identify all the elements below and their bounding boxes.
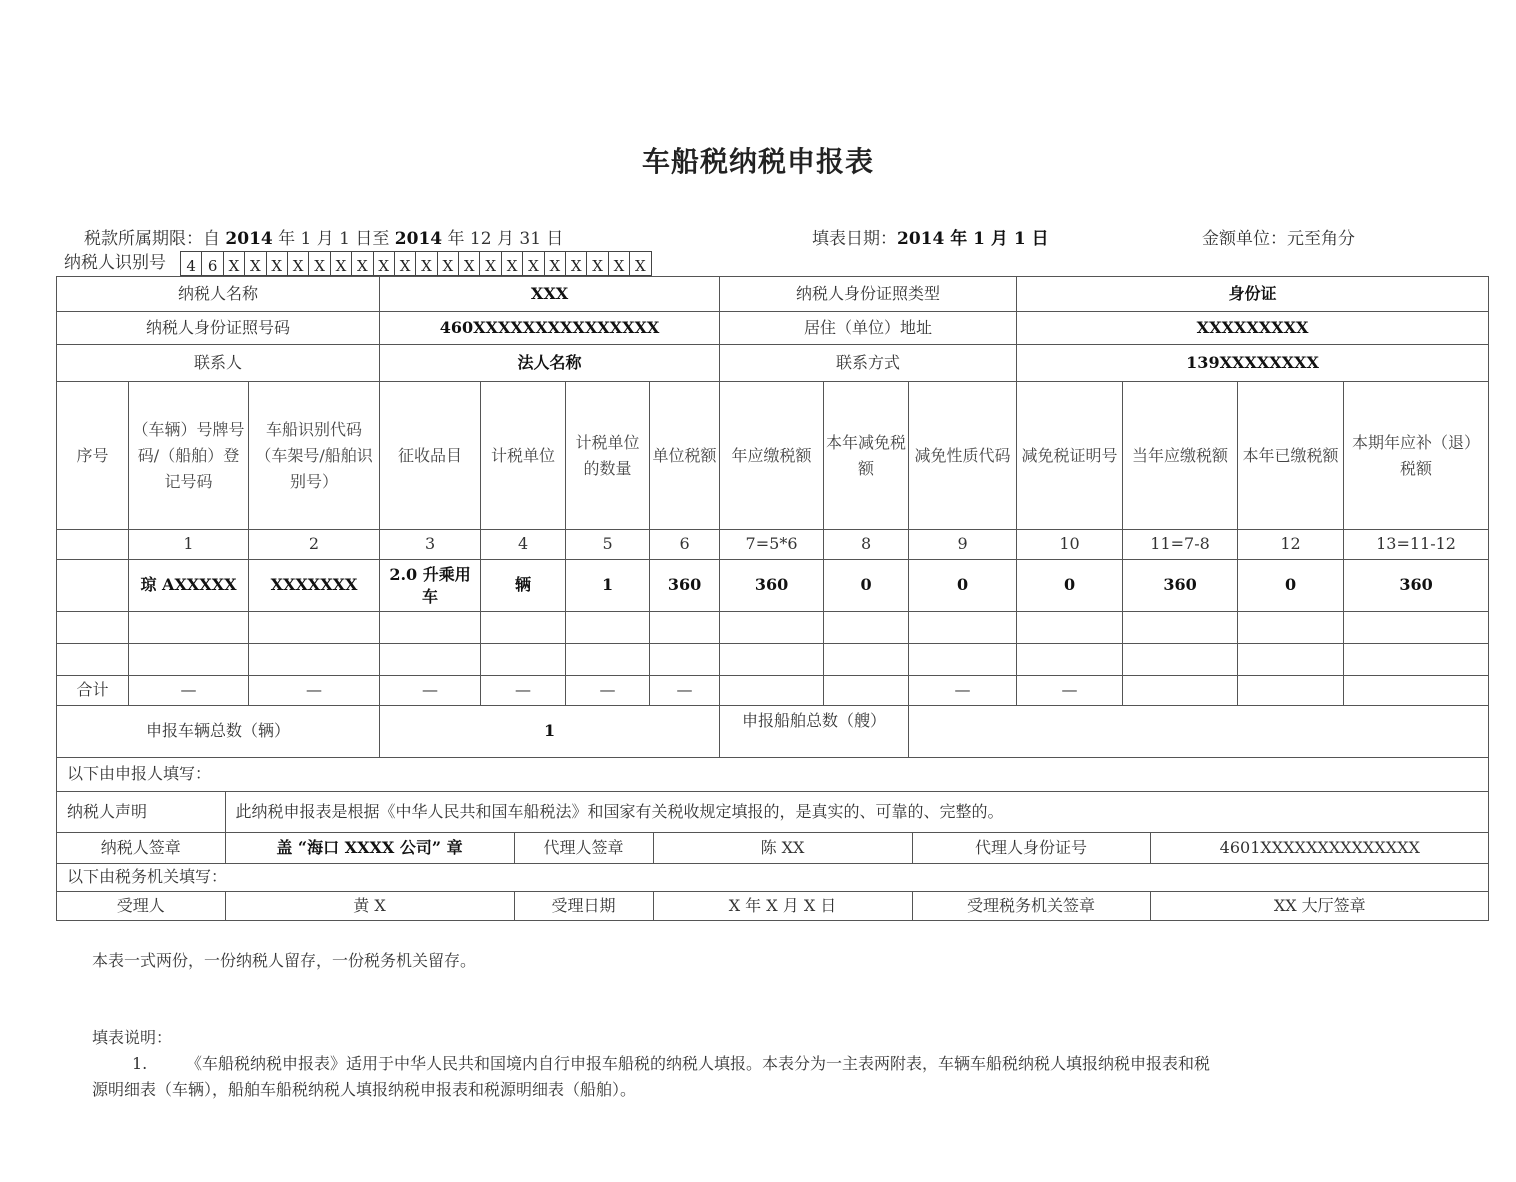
taxpayer-id-char: X <box>566 252 587 276</box>
declaration-table <box>56 276 1489 921</box>
contact-value: 法人名称 <box>380 345 720 382</box>
receiver-value: 黄 X <box>225 892 514 920</box>
vehicle-cell: 0 <box>1238 560 1344 612</box>
vehicle-cell <box>1017 612 1123 644</box>
amount-unit: 金额单位：元至角分 <box>1202 229 1355 249</box>
vehicle-cell: 360 <box>1123 560 1238 612</box>
vehicle-cell <box>1344 644 1489 676</box>
receipt-row-cell <box>57 892 1489 921</box>
id-type-label: 纳税人身份证照类型 <box>720 277 1017 312</box>
vehicle-cell: 360 <box>720 560 824 612</box>
column-header: 计税单位 <box>481 382 566 530</box>
taxpayer-id-char: X <box>288 252 309 276</box>
total-cell: — <box>1017 676 1123 706</box>
vehicle-cell: 辆 <box>481 560 566 612</box>
form-title: 车船税纳税申报表 <box>641 145 874 178</box>
taxpayer-id-char: X <box>502 252 523 276</box>
taxpayer-id-label: 纳税人识别号 <box>64 253 166 273</box>
column-header: 序号 <box>57 382 129 530</box>
vehicle-row <box>57 612 1489 644</box>
vehicle-cell <box>249 612 380 644</box>
vehicle-cell <box>129 612 249 644</box>
signature-row-grid <box>57 833 1489 863</box>
signature-row-inner <box>57 833 1489 863</box>
total-label: 合计 <box>57 676 129 706</box>
taxpayer-id-char: X <box>395 252 416 276</box>
total-cell <box>824 676 909 706</box>
statement-row-inner <box>57 792 1489 832</box>
total-row <box>57 676 1489 706</box>
vehicle-cell: 1 <box>566 560 650 612</box>
taxpayer-id-char: X <box>224 252 245 276</box>
column-number: 13=11-12 <box>1344 530 1489 560</box>
vehicle-cell <box>824 644 909 676</box>
tax-period-from-year: 2014 <box>225 229 273 249</box>
address-label: 居住（单位）地址 <box>720 312 1017 345</box>
instruction-1-line1: 《车船税纳税申报表》适用于中华人民共和国境内自行申报车船税的纳税人填报。本表分为一主表两附表，车辆车船税纳税人填报纳税申报表和税 <box>186 1054 1211 1073</box>
vehicle-cell <box>566 612 650 644</box>
column-header: 单位税额 <box>650 382 720 530</box>
phone-label: 联系方式 <box>720 345 1017 382</box>
copies-note: 本表一式两份，一份纳税人留存，一份税务机关留存。 <box>92 951 477 970</box>
tax-period-to-year: 2014 <box>394 229 443 249</box>
receipt-row-grid <box>57 892 1489 920</box>
column-number: 2 <box>249 530 380 560</box>
taxpayer-id-char: X <box>245 252 266 276</box>
declarant-section-row <box>57 758 1489 792</box>
column-number: 12 <box>1238 530 1344 560</box>
total-cell: — <box>650 676 720 706</box>
vehicle-cell <box>720 612 824 644</box>
taxpayer-id-char: X <box>630 252 651 276</box>
vehicle-cell: 琼 AXXXXX <box>129 560 249 612</box>
total-cell: — <box>481 676 566 706</box>
column-header: 车船识别代码（车架号/船舶识别号） <box>249 382 380 530</box>
statement-row-grid <box>57 792 1489 832</box>
statement-text: 此纳税申报表是根据《中华人民共和国车船税法》和国家有关税收规定填报的，是真实的、可靠的、完整的。 <box>225 792 1489 832</box>
column-header: 计税单位的数量 <box>566 382 650 530</box>
taxpayer-id-char: X <box>523 252 544 276</box>
receipt-row-inner <box>57 892 1489 920</box>
vehicle-cell: XXXXXXX <box>249 560 380 612</box>
taxpayer-id-char: X <box>309 252 330 276</box>
vehicle-cell <box>481 612 566 644</box>
taxpayer-name-label: 纳税人名称 <box>57 277 380 312</box>
total-cell: — <box>129 676 249 706</box>
taxpayer-id-char: X <box>480 252 501 276</box>
vehicle-cell <box>1123 644 1238 676</box>
column-header: 减免税证明号 <box>1017 382 1123 530</box>
vehicle-cell: 0 <box>824 560 909 612</box>
statement-label: 纳税人声明 <box>67 801 148 821</box>
statement-row <box>57 792 1489 833</box>
vehicle-row <box>57 560 1489 612</box>
column-header: 当年应缴税额 <box>1123 382 1238 530</box>
vehicle-cell <box>1123 612 1238 644</box>
vehicle-cell: 360 <box>1344 560 1489 612</box>
column-number: 10 <box>1017 530 1123 560</box>
taxpayer-sign-value: 盖 “海口 XXXX 公司” 章 <box>225 833 514 863</box>
taxpayer-sign-label: 纳税人签章 <box>100 837 181 857</box>
vehicle-cell <box>1017 644 1123 676</box>
receiver-label: 受理人 <box>116 895 165 915</box>
vehicle-cell: 2.0 升乘用车 <box>380 560 481 612</box>
agent-sign-label: 代理人签章 <box>514 833 653 863</box>
column-number <box>57 530 129 560</box>
column-header: 本年已缴税额 <box>1238 382 1344 530</box>
vehicle-cell <box>481 644 566 676</box>
total-cell <box>1238 676 1344 706</box>
vehicle-cell <box>1344 612 1489 644</box>
agent-id-label: 代理人身份证号 <box>912 833 1150 863</box>
office-seal-value: XX 大厅签章 <box>1150 892 1489 920</box>
vehicle-cell <box>129 644 249 676</box>
vehicle-cell <box>380 644 481 676</box>
total-cell <box>1344 676 1489 706</box>
ships-total-label: 申报船舶总数（艘） <box>720 706 909 758</box>
signature-row-cell <box>57 833 1489 864</box>
taxpayer-id-field <box>64 250 652 276</box>
taxpayer-id-char: X <box>609 252 630 276</box>
vehicle-cell <box>249 644 380 676</box>
declarant-section-label: 以下由申报人填写： <box>57 758 1489 792</box>
taxpayer-id-boxes <box>180 251 652 276</box>
id-number-label: 纳税人身份证照号码 <box>57 312 380 345</box>
taxpayer-id-char: X <box>267 252 288 276</box>
column-header: 减免性质代码 <box>909 382 1017 530</box>
taxpayer-id-char: X <box>438 252 459 276</box>
vehicles-total-label: 申报车辆总数（辆） <box>57 706 380 758</box>
column-header-row <box>57 382 1489 530</box>
tax-period-to-md: 年 12 月 31 日 <box>447 229 564 249</box>
column-number: 11=7-8 <box>1123 530 1238 560</box>
tax-office-section-row <box>57 864 1489 892</box>
taxpayer-id-char: X <box>545 252 566 276</box>
total-cell <box>1123 676 1238 706</box>
total-cell <box>720 676 824 706</box>
vehicle-row <box>57 644 1489 676</box>
receipt-date-label: 受理日期 <box>514 892 653 920</box>
column-header: 年应缴税额 <box>720 382 824 530</box>
column-number: 8 <box>824 530 909 560</box>
fill-date-value: 2014 年 1 月 1 日 <box>897 229 1049 249</box>
taxpayer-id-char: X <box>374 252 395 276</box>
vehicles-total-value: 1 <box>380 706 720 758</box>
column-number: 7=5*6 <box>720 530 824 560</box>
instruction-1-num: 1. <box>132 1054 148 1073</box>
vehicle-cell <box>909 612 1017 644</box>
taxpayer-name-value: XXX <box>380 277 720 312</box>
tax-office-section-label: 以下由税务机关填写： <box>57 864 1489 892</box>
taxpayer-id-char: 6 <box>202 252 223 276</box>
tax-period-label: 税款所属期限：自 <box>84 229 220 249</box>
vehicle-cell <box>1238 612 1344 644</box>
vehicle-cell <box>1238 644 1344 676</box>
office-seal-label: 受理税务机关签章 <box>912 892 1150 920</box>
total-cell: — <box>380 676 481 706</box>
column-number: 5 <box>566 530 650 560</box>
vehicle-cell <box>720 644 824 676</box>
receipt-date-value: X 年 X 月 X 日 <box>653 892 912 920</box>
vehicle-cell <box>57 612 129 644</box>
vehicle-cell: 0 <box>909 560 1017 612</box>
column-number-row <box>57 530 1489 560</box>
tax-period-from-md: 年 1 月 1 日至 <box>278 229 390 249</box>
phone-value: 139XXXXXXXX <box>1017 345 1489 382</box>
fill-date-label: 填表日期： <box>812 229 897 249</box>
taxpayer-id-char: X <box>459 252 480 276</box>
vehicle-cell <box>566 644 650 676</box>
column-number: 4 <box>481 530 566 560</box>
column-number: 9 <box>909 530 1017 560</box>
vehicle-cell <box>380 612 481 644</box>
id-number-value: 460XXXXXXXXXXXXXXX <box>380 312 720 345</box>
vehicle-cell <box>824 612 909 644</box>
taxpayer-id-char: 4 <box>181 252 202 276</box>
column-header: 征收品目 <box>380 382 481 530</box>
agent-sign-value: 陈 XX <box>653 833 912 863</box>
receipt-row <box>57 892 1489 921</box>
taxpayer-id-char: X <box>587 252 608 276</box>
agent-id-value: 4601XXXXXXXXXXXXXX <box>1150 833 1489 863</box>
vehicle-cell <box>650 644 720 676</box>
tax-period <box>84 224 563 249</box>
fill-date <box>812 224 1049 249</box>
total-cell: — <box>566 676 650 706</box>
total-cell: — <box>909 676 1017 706</box>
vehicle-cell <box>909 644 1017 676</box>
id-type-value: 身份证 <box>1017 277 1489 312</box>
signature-row <box>57 833 1489 864</box>
vehicle-cell: 0 <box>1017 560 1123 612</box>
address-value: XXXXXXXXX <box>1017 312 1489 345</box>
statement-row-cell <box>57 792 1489 833</box>
column-number: 6 <box>650 530 720 560</box>
column-header: 本期年应补（退）税额 <box>1344 382 1489 530</box>
vehicle-cell: 360 <box>650 560 720 612</box>
taxpayer-id-char: X <box>331 252 352 276</box>
column-number: 1 <box>129 530 249 560</box>
vehicle-cell <box>57 644 129 676</box>
vehicle-cell <box>650 612 720 644</box>
ships-total-value <box>909 706 1489 758</box>
column-header: （车辆）号牌号码/（船舶）登记号码 <box>129 382 249 530</box>
taxpayer-id-char: X <box>416 252 437 276</box>
contact-label: 联系人 <box>57 345 380 382</box>
vehicle-cell <box>57 560 129 612</box>
column-header: 本年减免税额 <box>824 382 909 530</box>
instructions-title: 填表说明： <box>92 1028 173 1047</box>
column-number: 3 <box>380 530 481 560</box>
taxpayer-id-char: X <box>352 252 373 276</box>
summary-row <box>57 706 1489 758</box>
instruction-1-line2: 源明细表（车辆），船舶车船税纳税人填报纳税申报表和税源明细表（船舶）。 <box>92 1080 637 1099</box>
total-cell: — <box>249 676 380 706</box>
